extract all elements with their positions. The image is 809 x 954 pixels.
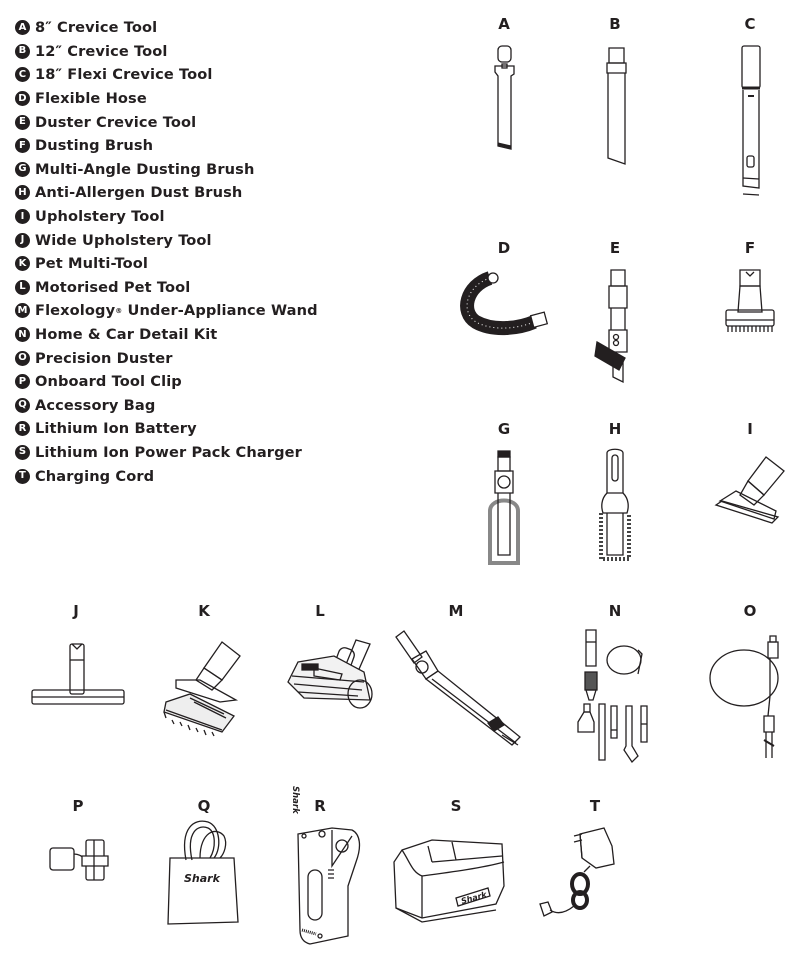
home-car-detail-kit-icon: [572, 628, 662, 764]
part-label: Pet Multi-Tool: [35, 255, 148, 273]
figure-letter: N: [608, 602, 622, 620]
part-label: Duster Crevice Tool: [35, 113, 197, 131]
part-label: Charging Cord: [35, 467, 155, 485]
list-item: [15, 228, 318, 252]
letter-badge: C: [15, 67, 30, 82]
upholstery-tool-icon: [714, 455, 790, 523]
wide-upholstery-tool-icon: [30, 640, 126, 712]
flexible-hose-icon: [458, 272, 554, 338]
onboard-tool-clip-icon: [48, 840, 114, 882]
letter-badge: M: [15, 303, 30, 318]
charger-brand-text: Shark: [460, 890, 488, 906]
list-item: [15, 299, 318, 323]
list-item: [15, 464, 318, 488]
figure-j: [46, 601, 106, 621]
figure-l: [290, 601, 350, 621]
list-item: [15, 346, 318, 370]
part-label: Dusting Brush: [35, 137, 154, 155]
part-label: Flexology: [35, 302, 116, 320]
figure-h: [585, 419, 645, 564]
list-item: [15, 16, 318, 40]
letter-badge: R: [15, 421, 30, 436]
figure-t: [565, 796, 625, 816]
figure-letter: S: [450, 797, 462, 815]
under-appliance-wand-icon: [392, 627, 524, 757]
parts-list: [15, 16, 318, 488]
figure-p: [48, 796, 108, 816]
list-item: [15, 40, 318, 64]
figure-letter: F: [744, 239, 756, 257]
part-label: Wide Upholstery Tool: [35, 231, 212, 249]
letter-badge: T: [15, 469, 30, 484]
list-item: [15, 276, 318, 300]
letter-badge: P: [15, 374, 30, 389]
figure-f: [720, 238, 780, 340]
list-item: [15, 417, 318, 441]
duster-crevice-tool-icon: [595, 270, 635, 385]
list-item: [15, 205, 318, 229]
letter-badge: E: [15, 115, 30, 130]
list-item: [15, 87, 318, 111]
part-label: Accessory Bag: [35, 396, 156, 414]
figure-letter: R: [314, 797, 326, 815]
flexi-crevice-tool-18in-icon: [735, 46, 765, 201]
figure-d: [474, 238, 534, 258]
list-item: [15, 252, 318, 276]
motorised-pet-tool-icon: [284, 634, 382, 716]
letter-badge: Q: [15, 398, 30, 413]
letter-badge: J: [15, 233, 30, 248]
list-item: [15, 370, 318, 394]
list-item: [15, 63, 318, 87]
pet-multi-tool-icon: [160, 640, 248, 745]
figure-letter: M: [448, 602, 464, 620]
part-label: Onboard Tool Clip: [35, 373, 182, 391]
figure-q: [174, 796, 234, 816]
letter-badge: D: [15, 91, 30, 106]
figure-letter: J: [73, 602, 79, 620]
letter-badge: O: [15, 351, 30, 366]
figure-letter: B: [609, 15, 621, 33]
part-label: Lithium Ion Power Pack Charger: [35, 443, 302, 461]
figure-s: [426, 796, 486, 816]
figure-letter: K: [198, 602, 210, 620]
figure-b: [585, 14, 645, 168]
list-item: [15, 323, 318, 347]
letter-badge: S: [15, 445, 30, 460]
multi-angle-dusting-brush-icon: [484, 451, 524, 566]
part-label: Home & Car Detail Kit: [35, 326, 218, 344]
letter-badge: G: [15, 162, 30, 177]
figure-g: [474, 419, 534, 566]
letter-badge: I: [15, 209, 30, 224]
letter-badge: F: [15, 138, 30, 153]
part-label: Multi-Angle Dusting Brush: [35, 160, 255, 178]
figure-letter: O: [743, 602, 757, 620]
charging-cord-icon: [534, 822, 618, 922]
crevice-tool-12in-icon: [600, 48, 630, 168]
letter-badge: N: [15, 327, 30, 342]
letter-badge: B: [15, 44, 30, 59]
part-label: Lithium Ion Battery: [35, 420, 197, 438]
list-item: [15, 110, 318, 134]
figure-letter: C: [744, 15, 756, 33]
anti-allergen-dust-brush-icon: [595, 449, 635, 564]
figure-letter: D: [497, 239, 511, 257]
part-label: 18″ Flexi Crevice Tool: [35, 66, 213, 84]
letter-badge: H: [15, 185, 30, 200]
figure-m: [426, 601, 486, 621]
bag-brand-text: Shark: [184, 872, 220, 885]
lithium-ion-battery-icon: [290, 786, 364, 946]
list-item: [15, 158, 318, 182]
battery-brand-text: Shark: [290, 786, 300, 814]
part-label: Anti-Allergen Dust Brush: [35, 184, 243, 202]
registered-mark: ®: [115, 306, 123, 315]
figure-letter: I: [747, 420, 753, 438]
part-label: 12″ Crevice Tool: [35, 42, 168, 60]
part-label: 8″ Crevice Tool: [35, 19, 158, 37]
figure-n: [585, 601, 645, 621]
figure-i: [720, 419, 780, 439]
figure-e: [585, 238, 645, 385]
precision-duster-icon: [706, 636, 790, 764]
figure-letter: L: [315, 602, 325, 620]
power-pack-charger-icon: [392, 832, 510, 930]
figure-letter: Q: [197, 797, 211, 815]
part-label-rest: Under-Appliance Wand: [122, 302, 318, 320]
list-item: [15, 134, 318, 158]
letter-badge: A: [15, 20, 30, 35]
figure-letter: G: [497, 420, 511, 438]
list-item: [15, 181, 318, 205]
figure-k: [174, 601, 234, 621]
list-item: [15, 394, 318, 418]
figure-letter: A: [498, 15, 510, 33]
letter-badge: L: [15, 280, 30, 295]
accessory-bag-icon: [164, 818, 246, 928]
dusting-brush-icon: [722, 270, 778, 340]
part-label: Flexible Hose: [35, 90, 147, 108]
figure-a: [474, 14, 534, 156]
figure-letter: E: [609, 239, 621, 257]
figure-letter: H: [608, 420, 622, 438]
crevice-tool-8in-icon: [489, 46, 519, 156]
figure-c: [720, 14, 780, 201]
part-label: Precision Duster: [35, 349, 173, 367]
figure-letter: P: [72, 797, 84, 815]
list-item: [15, 441, 318, 465]
letter-badge: K: [15, 256, 30, 271]
figure-o: [720, 601, 780, 621]
figure-letter: T: [589, 797, 601, 815]
part-label: Motorised Pet Tool: [35, 278, 191, 296]
part-label: Upholstery Tool: [35, 208, 165, 226]
